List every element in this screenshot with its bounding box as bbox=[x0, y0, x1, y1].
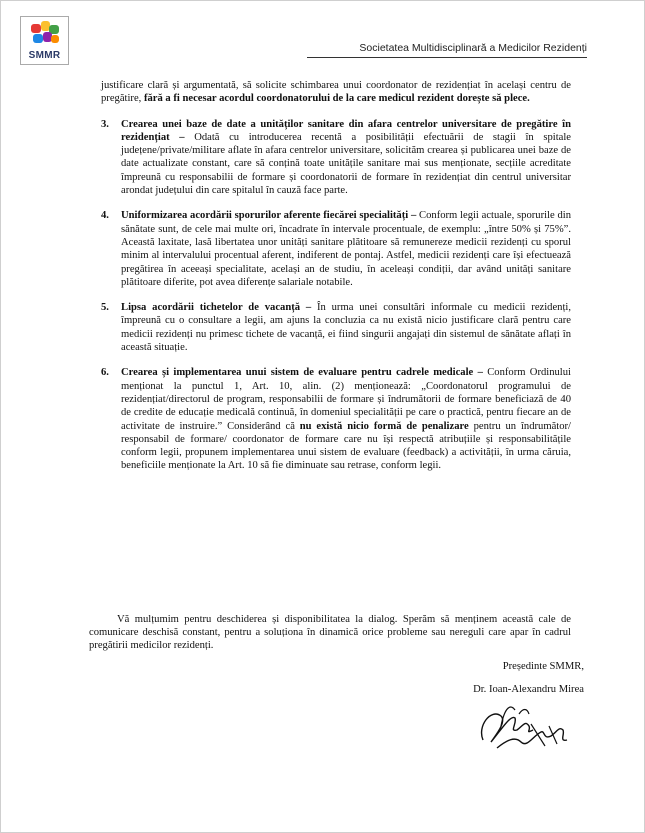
item-number: 6. bbox=[101, 367, 109, 379]
item-heading: Uniformizarea acordării sporurilor aferente fiecărei specialități – bbox=[121, 210, 420, 222]
organization-name: Societatea Multidisciplinară a Medicilor Rezidenți bbox=[359, 42, 587, 54]
signatory-role: Președinte SMMR, bbox=[502, 661, 584, 672]
intro-bold-text: fără a fi necesar acordul coordonatorului de la care medicul rezident dorește să plece. bbox=[143, 93, 530, 105]
item-text: În urma unei consultări informale cu medicii rezidenți, împreună cu o consultare a legii, am ajuns la concluzia ca nu există nicio justificare clară pentru care medicii rezidenți nu primesc tichete de vacanță, ei fiind singurii angajați din sistemul de sănătate aflați în această situație. bbox=[121, 302, 571, 354]
header-divider bbox=[307, 57, 587, 58]
smmr-logo bbox=[20, 16, 69, 65]
intro-text: justificare clară și argumentată, să solicite schimbarea unui coordonator de rezidențiat în același centru de pregătire, bbox=[101, 80, 571, 105]
item-text-continued: pentru un îndrumător/ responsabil de formare/ coordonator de formare care nu își respectă atribuțiile și responsabilitățile conform legii, propunem implementarea unui sistem de evaluare (feedback) a activității, în urma căruia, beneficiile menționate la Art. 10 să fie diminuate sau retrase, conform legii. bbox=[121, 420, 571, 472]
item-text: Conform Ordinului menționat la punctul 1, Art. 10, alin. (2) menționează: „Coordonatorul programului de rezidențiat/directorul de program, responsabilii de formare și îndrumătorii de formare beneficiază de 40 de credite de educație medicală continuă, în domeniul specialității pe care o practică, pentru fiecare an de activitate de instruire.” Considerând că bbox=[121, 367, 571, 432]
logo-text: SMMR bbox=[28, 50, 61, 61]
closing-paragraph: Vă mulțumim pentru deschiderea și disponibilitatea la dialog. Sperăm să menținem această cale de comunicare deschisă constant, pentru a soluționa în dinamică orice probleme sau nereguli care apar în cadrul pregătirii medicilor rezidenți. bbox=[89, 613, 571, 652]
item-bold-phrase: nu există nicio formă de penalizare bbox=[299, 420, 469, 432]
list-item-3 bbox=[101, 118, 571, 198]
item-number: 5. bbox=[101, 302, 109, 314]
signatory-name: Dr. Ioan-Alexandru Mirea bbox=[473, 684, 584, 695]
item-number: 3. bbox=[101, 118, 109, 130]
letter-body bbox=[101, 79, 571, 473]
item-heading: Lipsa acordării tichetelor de vacanță – bbox=[121, 302, 317, 314]
item-text: Conform legii actuale, sporurile din sănătate sunt, de cele mai multe ori, încadrate în intervale procentuale, de exemplu: „între 50% și 75%”. Această laxitate, lasă libertatea unor unități sanitare plătitoare să remunereze medicii rezidenți cu sporul minim al intervalului procentual aferent, indiferent de pontaj. Astfel, medicii rezidenți care își efectuează pregătirea în aceeași specialitate, același an de studiu, în aceleași condiții, dar având unități sanitare plătitoare diferite, pot avea diferențe salariale notabile. bbox=[121, 210, 571, 288]
item-heading: Crearea unei baze de date a unităților sanitare din afara centrelor universitare de pregătire în rezidențiat – bbox=[121, 118, 571, 143]
item-number: 4. bbox=[101, 210, 109, 222]
logo-mark-icon bbox=[27, 19, 63, 49]
intro-paragraph bbox=[101, 79, 571, 106]
list-item-4 bbox=[101, 209, 571, 289]
list-item-6 bbox=[101, 366, 571, 472]
item-heading: Crearea și implementarea unui sistem de evaluare pentru cadrele medicale – bbox=[121, 367, 488, 379]
handwritten-signature bbox=[471, 696, 581, 756]
item-text: Odată cu introducerea recentă a posibilității efectuării de stagii în spitale județene/private/militare aflate în afara centrelor universitare, solicităm crearea și publicarea unei baze de date actualizate constant, care să conțină toate unitățile sanitare mai sus menționate, secțiile acreditate împreună cu responsabilii de formare și coordonatorii de formare în rezidențiat din centrul universitar arondat județului din care spitalul în cauză face parte. bbox=[121, 131, 572, 197]
list-item-5 bbox=[101, 301, 571, 354]
